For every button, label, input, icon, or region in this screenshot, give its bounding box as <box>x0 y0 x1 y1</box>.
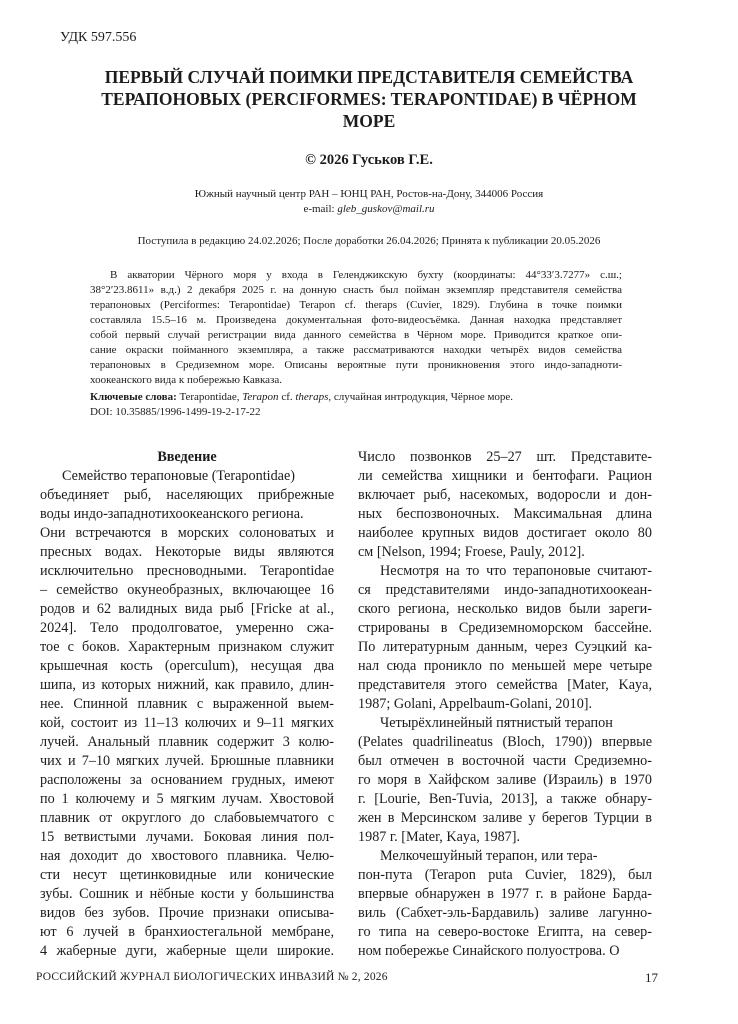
right-column <box>358 448 652 961</box>
text-line: плавник от округлого до слабовыемчатого с <box>40 810 334 826</box>
text-line: зубы. Сошник и нёбные кости у большинства <box>40 886 334 902</box>
text-line: родов и 62 валидных вида рыб [Fricke at al., <box>40 601 334 617</box>
text-line: ли семейства хищники и бентофаги. Рацион <box>358 468 652 484</box>
abstract-line: В акватории Чёрного моря у входа в Геленджикскую бухту (координаты: 44°33ʹ3.7277» с.ш.; <box>110 269 622 281</box>
text-line: виль (Сабхет-эль-Бардавиль) заливе лагунно- <box>358 905 652 921</box>
text-line: лучей. Анальный плавник содержит 3 колю- <box>40 734 334 750</box>
text-line: ном побережье Синайского полуострова. О <box>358 943 620 959</box>
publication-dates: Поступила в редакцию 24.02.2026; После доработки 26.04.2026; Принята к публикации 20.05.2026 <box>137 235 601 247</box>
udc-code: УДК 597.556 <box>60 30 137 45</box>
text-line: (Pelates quadrilineatus (Bloch, 1790)) впервые <box>358 734 652 750</box>
affiliation: Южный научный центр РАН – ЮНЦ РАН, Ростов-на-Дону, 344006 Россия <box>194 188 544 200</box>
article-title <box>40 66 698 132</box>
title-line: ТЕРАПОНОВЫХ (PERCIFORMES: TERAPONTIDAE) В ЧЁРНОМ <box>101 89 637 109</box>
text-line: по 1 колючему и 5 мягким лучам. Хвостовой <box>40 791 334 807</box>
copyright-author: © 2026 Гуськов Г.Е. <box>305 152 433 168</box>
text-line: тое с боков. Характерным признаком служит <box>40 639 334 655</box>
text-line: 2024]. Тело продолговатое, умеренно сжа- <box>40 620 334 636</box>
text-line: нее. Спинной плавник с выраженной выем- <box>40 696 334 712</box>
text-line: представителя этого семейства [Mater, Kaya, <box>358 677 652 693</box>
page-number: 17 <box>645 970 658 985</box>
text-line: 4 жаберные дуги, жаберные щели широкие. <box>40 943 334 959</box>
doi[interactable]: DOI: 10.35885/1996-1499-19-2-17-22 <box>90 406 261 418</box>
affiliation-block <box>0 187 738 217</box>
title-line: ПЕРВЫЙ СЛУЧАЙ ПОИМКИ ПРЕДСТАВИТЕЛЯ СЕМЕЙСТВА <box>104 67 634 87</box>
text-line: По литературным данным, через Суэцкий ка- <box>358 639 652 655</box>
text-line: 1987; Golani, Appelbaum-Golani, 2010]. <box>358 696 593 712</box>
keywords <box>90 390 513 405</box>
text-line: 15 ветвистыми лучами. Боковая линия пол- <box>40 829 334 845</box>
text-line: Семейство терапоновые (Terapontidae) <box>62 468 295 484</box>
text-line: шипа, из которых нижний, как правило, длин- <box>40 677 334 693</box>
left-column <box>40 448 334 961</box>
journal-footer: РОССИЙСКИЙ ЖУРНАЛ БИОЛОГИЧЕСКИХ ИНВАЗИЙ № 2, 2026 <box>36 971 388 983</box>
text-line: расположены за основанием грудных, имеют <box>40 772 334 788</box>
text-line: см [Nelson, 1994; Froese, Pauly, 2012]. <box>358 544 585 560</box>
keywords-rest: случайная интродукция, Чёрное море. <box>333 391 514 403</box>
text-line: стрированы в Средиземноморском бассейне. <box>358 620 652 636</box>
text-line: нал сюда проникло по меньшей мере четыре <box>358 658 652 674</box>
text-line: видов без зубов. Прочие признаки описыва- <box>40 905 334 921</box>
text-line: крышечная кость (operculum), несущая два <box>40 658 334 674</box>
text-line: ных беспозвоночных. Максимальная длина <box>358 506 652 522</box>
text-line: г. [Lourie, Ben-Tuvia, 2013], а также обнару- <box>358 791 652 807</box>
abstract-line: терапоновых в Средиземном море. Описаны вероятные пути проникновения этого индо-западноти- <box>90 359 622 371</box>
abstract-line: составляла 15.5–16 м. Произведена документальная фото-видеосъёмка. Данная находка представляет <box>90 314 622 326</box>
email-link[interactable]: gleb_guskov@mail.ru <box>337 203 435 215</box>
keywords-species: theraps, <box>295 391 332 403</box>
left-column-text <box>40 467 334 961</box>
text-line: Четырёхлинейный пятнистый терапон <box>380 715 613 731</box>
text-line: включает рыб, насекомых, водоросли и дон- <box>358 487 652 503</box>
text-line: Число позвонков 25–27 шт. Представите- <box>358 449 652 465</box>
text-line: сти несут щетинковидные или конические <box>40 867 334 883</box>
abstract <box>90 268 622 388</box>
keywords-label: Ключевые слова: <box>90 391 177 403</box>
text-line: ся представителями индо-западнотихоокеан- <box>358 582 652 598</box>
section-heading: Введение <box>157 449 217 465</box>
abstract-line: сание окраски пойманного экземпляра, а также рассматриваются находки четырёх видов семейства <box>90 344 622 356</box>
title-line: МОРЕ <box>342 111 396 131</box>
text-line: Они встречаются в морских солоноватых и <box>40 525 334 541</box>
text-line: ная доходит до хвостового плавника. Челю- <box>40 848 334 864</box>
text-line: го типа на северо-востоке Египта, на север- <box>358 924 652 940</box>
keywords-cf: cf. <box>281 391 293 403</box>
text-line: ют 6 лучей в бранхиостегальной мембране, <box>40 924 334 940</box>
text-line: 1987 г. [Mater, Kaya, 1987]. <box>358 829 521 845</box>
text-line: Несмотря на то что терапоновые считают- <box>380 563 652 579</box>
text-line: кой, состоит из 11–13 колючих и 9–11 мягких <box>40 715 334 731</box>
text-line: исключительно пресноводными. Terapontidae <box>40 563 334 579</box>
text-line: впервые обнаружен в 1977 г. в районе Барда- <box>358 886 652 902</box>
abstract-line: хоокеанского вида к побережью Кавказа. <box>90 374 282 386</box>
keywords-genus: Terapon <box>242 391 279 403</box>
text-line: воды индо-западнотихоокеанского региона. <box>40 506 304 522</box>
text-line: – семейство окунеобразных, включающее 16 <box>40 582 334 598</box>
email-line <box>0 202 738 217</box>
text-line: пон-пута (Terapon puta Cuvier, 1829), был <box>358 867 652 883</box>
right-column-text <box>358 448 652 961</box>
text-line: наиболее крупных видов достигает около 80 <box>358 525 652 541</box>
text-line: Мелкочешуйный терапон, или тера- <box>380 848 598 864</box>
text-line: ского региона, несколько видов были зареги- <box>358 601 652 617</box>
text-line: чих и 7–10 мягких лучей. Брюшные плавники <box>40 753 334 769</box>
abstract-line: 38°2ʹ23.8611» в.д.) 2 декабря 2025 г. на донную снасть был пойман экземпляр представителя семейства <box>90 284 622 296</box>
text-line: был отмечен в восточной части Средиземно- <box>358 753 652 769</box>
text-line: пресных водах. Некоторые виды являются <box>40 544 334 560</box>
email-label: e-mail: <box>303 203 335 215</box>
abstract-line: собой первый случай регистрации вида данного семейства в Чёрном море. Приводится краткое опи- <box>90 329 622 341</box>
text-line: объединяет рыб, населяющих прибрежные <box>40 487 334 503</box>
keywords-text: Terapontidae, <box>179 391 240 403</box>
text-line: го моря в Хайфском заливе (Израиль) в 1970 <box>358 772 652 788</box>
text-line: жен в Мерсинском заливе у берегов Турции в <box>358 810 652 826</box>
abstract-line: терапоновых (Perciformes: Terapontidae) Terapon cf. theraps (Cuvier, 1829). Глубина в точке поимки <box>90 299 622 311</box>
